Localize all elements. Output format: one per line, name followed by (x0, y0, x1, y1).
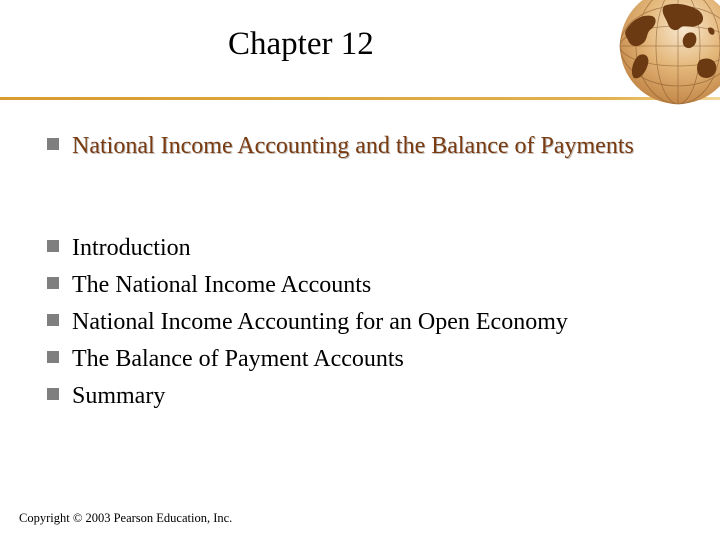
list-item: National Income Accounting for an Open Economy (72, 309, 568, 335)
list-item: Summary (72, 383, 166, 409)
list-item: Introduction (72, 235, 191, 261)
square-bullet-icon (47, 240, 59, 252)
slide-title: Chapter 12 (228, 26, 374, 62)
copyright-notice: Copyright © 2003 Pearson Education, Inc. (19, 511, 233, 525)
subtitle-bullet (72, 131, 672, 161)
globe-icon (612, 0, 720, 106)
square-bullet-icon (47, 277, 59, 289)
square-bullet-icon (47, 314, 59, 326)
list-item: The National Income Accounts (72, 272, 372, 298)
square-bullet-icon (47, 388, 59, 400)
square-bullet-icon (47, 351, 59, 363)
list-item: The Balance of Payment Accounts (72, 346, 404, 372)
square-bullet-icon (47, 138, 59, 150)
subtitle-text: National Income Accounting and the Balance of Payments (72, 133, 634, 159)
